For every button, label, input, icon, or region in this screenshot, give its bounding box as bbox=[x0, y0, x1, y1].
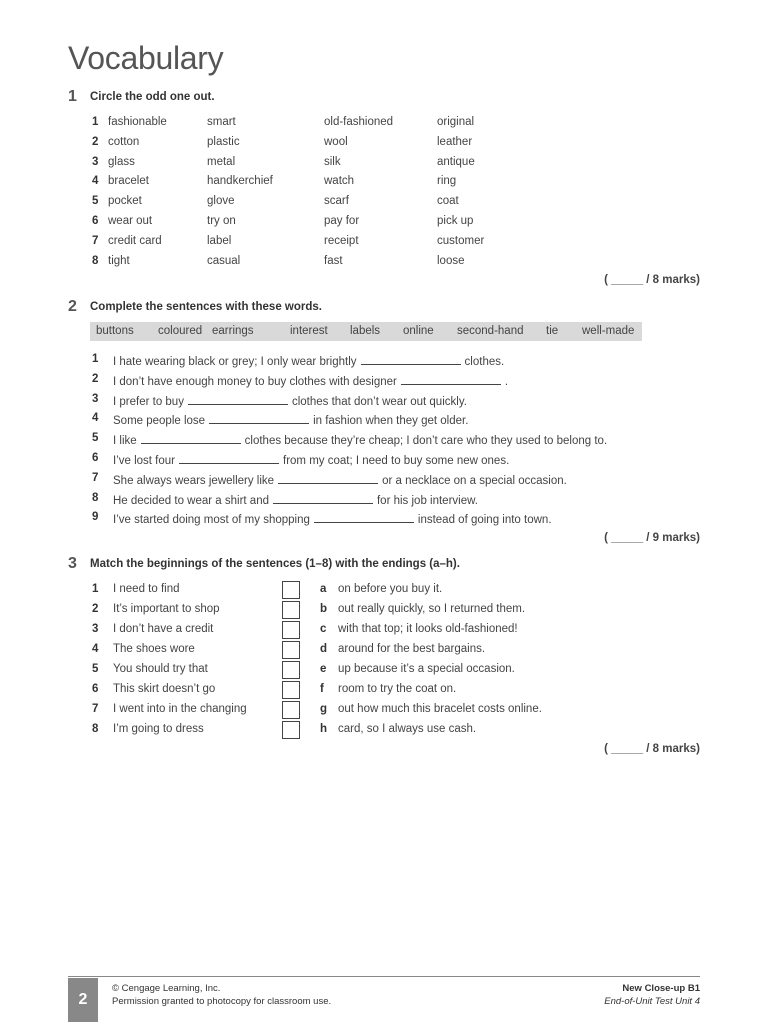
word-bank-item: interest bbox=[290, 325, 328, 337]
word-option[interactable]: plastic bbox=[207, 135, 240, 148]
item-number: 1 bbox=[92, 583, 99, 595]
item-number: 2 bbox=[92, 603, 99, 615]
word-bank bbox=[90, 322, 642, 341]
sentence bbox=[113, 393, 467, 408]
sentence-end: or a necklace on a special occasion. bbox=[382, 474, 567, 487]
item-number: 7 bbox=[92, 234, 99, 247]
word-option[interactable]: metal bbox=[207, 155, 236, 168]
word-option[interactable]: wool bbox=[324, 135, 348, 148]
answer-box[interactable] bbox=[282, 581, 300, 599]
sentence-end: clothes that don’t wear out quickly. bbox=[291, 395, 467, 408]
word-option[interactable]: silk bbox=[324, 155, 341, 168]
sentence bbox=[113, 511, 552, 526]
word-option[interactable]: credit card bbox=[108, 234, 162, 247]
answer-box[interactable] bbox=[282, 621, 300, 639]
table-row bbox=[0, 703, 768, 721]
sentence-start: I like bbox=[113, 435, 137, 448]
sentence bbox=[113, 353, 504, 368]
word-option[interactable]: label bbox=[207, 234, 232, 247]
item-number: 2 bbox=[92, 372, 99, 385]
ending-letter: b bbox=[320, 603, 328, 615]
sentence-end: clothes. bbox=[464, 356, 505, 368]
list-item bbox=[0, 116, 768, 134]
list-item bbox=[0, 472, 768, 490]
sentence-start: She always wears jewellery like bbox=[113, 474, 275, 487]
word-bank-item: second-hand bbox=[457, 325, 524, 337]
sentence-end: instead of going into town. bbox=[417, 514, 552, 527]
sentence-ending: card, so I always use cash. bbox=[338, 723, 477, 735]
answer-blank[interactable] bbox=[141, 432, 241, 444]
sentence-beginning: I don’t have a credit bbox=[113, 623, 214, 635]
page-number: 2 bbox=[68, 978, 98, 1022]
word-option[interactable]: leather bbox=[437, 135, 473, 148]
list-item bbox=[0, 215, 768, 233]
item-number: 1 bbox=[92, 116, 99, 128]
question-3-instruction: Match the beginnings of the sentences (1–8) with the endings (a–h). bbox=[90, 558, 460, 570]
word-option[interactable]: coat bbox=[437, 195, 459, 208]
ending-letter: c bbox=[320, 623, 327, 635]
sentence-ending: out how much this bracelet costs online. bbox=[338, 703, 542, 715]
question-2-marks: ( _____ / 9 marks) bbox=[604, 532, 700, 544]
list-item bbox=[0, 175, 768, 193]
list-item bbox=[0, 353, 768, 371]
item-number: 4 bbox=[92, 412, 99, 425]
sentence-beginning: I went into in the changing bbox=[113, 703, 247, 715]
sentence-start: He decided to wear a shirt and bbox=[113, 494, 269, 507]
ending-letter: f bbox=[320, 683, 324, 695]
list-item bbox=[0, 432, 768, 450]
sentence-end: . bbox=[504, 375, 509, 388]
word-bank-item: coloured bbox=[158, 325, 203, 337]
list-item bbox=[0, 156, 768, 174]
item-number: 6 bbox=[92, 215, 99, 227]
word-option[interactable]: fast bbox=[324, 254, 343, 267]
word-option[interactable]: pay for bbox=[324, 215, 360, 227]
answer-blank[interactable] bbox=[273, 492, 373, 504]
sentence-end: for his job interview. bbox=[376, 494, 478, 507]
page-title: Vocabulary bbox=[68, 40, 224, 76]
sentence bbox=[113, 472, 567, 487]
word-bank-item: labels bbox=[350, 325, 381, 337]
footer-test-name: End-of-Unit Test Unit 4 bbox=[604, 996, 700, 1007]
word-option[interactable]: smart bbox=[207, 116, 236, 128]
item-number: 7 bbox=[92, 471, 99, 484]
answer-blank[interactable] bbox=[188, 393, 288, 405]
sentence-beginning: The shoes wore bbox=[113, 643, 195, 655]
sentence bbox=[113, 373, 508, 388]
question-1-number: 1 bbox=[68, 88, 77, 105]
item-number: 9 bbox=[92, 511, 99, 524]
sentence bbox=[113, 452, 509, 467]
sentence-start: I’ve lost four bbox=[113, 455, 175, 467]
sentence-end: clothes because they’re cheap; I don’t care who they used to belong to. bbox=[244, 435, 608, 448]
word-option[interactable]: bracelet bbox=[108, 175, 149, 188]
list-item bbox=[0, 235, 768, 253]
question-3-marks: ( _____ / 8 marks) bbox=[604, 743, 700, 755]
question-3-number: 3 bbox=[68, 555, 77, 572]
question-1-instruction: Circle the odd one out. bbox=[90, 91, 215, 103]
word-bank-item: online bbox=[403, 325, 434, 337]
footer-book-title: New Close-up B1 bbox=[622, 983, 700, 994]
ending-letter: d bbox=[320, 643, 328, 655]
sentence-ending: around for the best bargains. bbox=[338, 643, 486, 655]
table-row bbox=[0, 683, 768, 701]
word-option[interactable]: glove bbox=[207, 195, 235, 208]
sentence-start: I’ve started doing most of my shopping bbox=[113, 514, 310, 527]
answer-blank[interactable] bbox=[209, 412, 309, 424]
footer-copyright: © Cengage Learning, Inc. bbox=[112, 983, 221, 994]
item-number: 5 bbox=[92, 432, 99, 445]
table-row bbox=[0, 623, 768, 641]
table-row bbox=[0, 663, 768, 681]
word-option[interactable]: ring bbox=[437, 175, 457, 188]
word-option[interactable]: handkerchief bbox=[207, 175, 273, 188]
answer-box[interactable] bbox=[282, 601, 300, 619]
question-2-number: 2 bbox=[68, 298, 77, 315]
list-item bbox=[0, 393, 768, 411]
sentence bbox=[113, 432, 607, 447]
answer-box[interactable] bbox=[282, 641, 300, 659]
list-item bbox=[0, 255, 768, 273]
word-option[interactable]: customer bbox=[437, 234, 485, 247]
sentence-beginning: This skirt doesn’t go bbox=[113, 683, 216, 695]
answer-blank[interactable] bbox=[278, 472, 378, 484]
sentence-beginning: You should try that bbox=[113, 663, 208, 675]
word-option[interactable]: pocket bbox=[108, 195, 142, 208]
item-number: 5 bbox=[92, 195, 99, 208]
item-number: 1 bbox=[92, 353, 99, 365]
answer-blank[interactable] bbox=[179, 452, 279, 464]
word-option[interactable]: original bbox=[437, 116, 475, 128]
question-2-instruction: Complete the sentences with these words. bbox=[90, 301, 322, 313]
sentence-start: I don’t have enough money to buy clothes with designer bbox=[113, 375, 397, 388]
table-row bbox=[0, 643, 768, 661]
sentence-ending: with that top; it looks old-fashioned! bbox=[338, 623, 518, 635]
list-item bbox=[0, 511, 768, 529]
word-bank-item: buttons bbox=[96, 325, 134, 337]
item-number: 3 bbox=[92, 623, 99, 635]
word-bank-item: tie bbox=[546, 325, 559, 337]
sentence-ending: room to try the coat on. bbox=[338, 683, 457, 695]
list-item bbox=[0, 452, 768, 470]
sentence-ending: on before you buy it. bbox=[338, 583, 443, 595]
item-number: 7 bbox=[92, 703, 99, 715]
answer-blank[interactable] bbox=[361, 353, 461, 365]
item-number: 8 bbox=[92, 491, 99, 504]
list-item bbox=[0, 195, 768, 213]
item-number: 8 bbox=[92, 254, 99, 267]
answer-box[interactable] bbox=[282, 721, 300, 739]
item-number: 4 bbox=[92, 175, 99, 188]
word-option[interactable]: wear out bbox=[108, 215, 153, 227]
word-option[interactable]: fashionable bbox=[108, 116, 167, 128]
word-option[interactable]: tight bbox=[108, 254, 130, 267]
question-1-marks: ( _____ / 8 marks) bbox=[604, 274, 700, 286]
sentence bbox=[113, 492, 478, 507]
item-number: 2 bbox=[92, 135, 99, 148]
word-option[interactable]: loose bbox=[437, 254, 465, 267]
sentence-ending: out really quickly, so I returned them. bbox=[338, 603, 526, 615]
word-bank-item: earrings bbox=[212, 325, 254, 337]
item-number: 6 bbox=[92, 683, 99, 695]
word-option[interactable]: casual bbox=[207, 254, 241, 267]
answer-box[interactable] bbox=[282, 661, 300, 679]
word-bank-item: well-made bbox=[582, 325, 635, 337]
ending-letter: a bbox=[320, 583, 327, 595]
answer-box[interactable] bbox=[282, 701, 300, 719]
table-row bbox=[0, 603, 768, 621]
word-option[interactable]: cotton bbox=[108, 135, 140, 148]
item-number: 3 bbox=[92, 392, 99, 405]
ending-letter: g bbox=[320, 703, 328, 715]
item-number: 4 bbox=[92, 643, 99, 655]
footer-permission: Permission granted to photocopy for classroom use. bbox=[112, 996, 332, 1007]
list-item bbox=[0, 492, 768, 510]
word-option[interactable]: pick up bbox=[437, 215, 474, 227]
list-item bbox=[0, 412, 768, 430]
answer-box[interactable] bbox=[282, 681, 300, 699]
sentence-start: Some people lose bbox=[113, 415, 206, 428]
item-number: 6 bbox=[92, 452, 99, 464]
sentence-ending: up because it’s a special occasion. bbox=[338, 663, 515, 675]
answer-blank[interactable] bbox=[314, 511, 414, 523]
sentence-start: I prefer to buy bbox=[113, 395, 184, 408]
item-number: 5 bbox=[92, 663, 99, 675]
word-option[interactable]: watch bbox=[324, 175, 355, 188]
word-option[interactable]: old-fashioned bbox=[324, 116, 394, 128]
table-row bbox=[0, 583, 768, 601]
ending-letter: h bbox=[320, 723, 328, 735]
list-item bbox=[0, 136, 768, 154]
sentence bbox=[113, 412, 468, 427]
ending-letter: e bbox=[320, 663, 327, 675]
word-option[interactable]: scarf bbox=[324, 195, 349, 208]
word-option[interactable]: receipt bbox=[324, 234, 359, 247]
sentence-end: from my coat; I need to buy some new ones. bbox=[283, 455, 510, 467]
item-number: 3 bbox=[92, 155, 99, 168]
word-option[interactable]: antique bbox=[437, 155, 475, 168]
sentence-start: I hate wearing black or grey; I only wear brightly bbox=[113, 356, 357, 368]
item-number: 8 bbox=[92, 723, 99, 735]
footer-divider bbox=[68, 976, 700, 977]
word-option[interactable]: try on bbox=[207, 215, 236, 227]
sentence-end: in fashion when they get older. bbox=[313, 415, 469, 428]
sentence-beginning: It’s important to shop bbox=[113, 603, 220, 615]
table-row bbox=[0, 723, 768, 741]
list-item bbox=[0, 373, 768, 391]
sentence-beginning: I’m going to dress bbox=[113, 723, 204, 735]
sentence-beginning: I need to find bbox=[113, 583, 180, 595]
answer-blank[interactable] bbox=[401, 373, 501, 385]
word-option[interactable]: glass bbox=[108, 155, 135, 168]
